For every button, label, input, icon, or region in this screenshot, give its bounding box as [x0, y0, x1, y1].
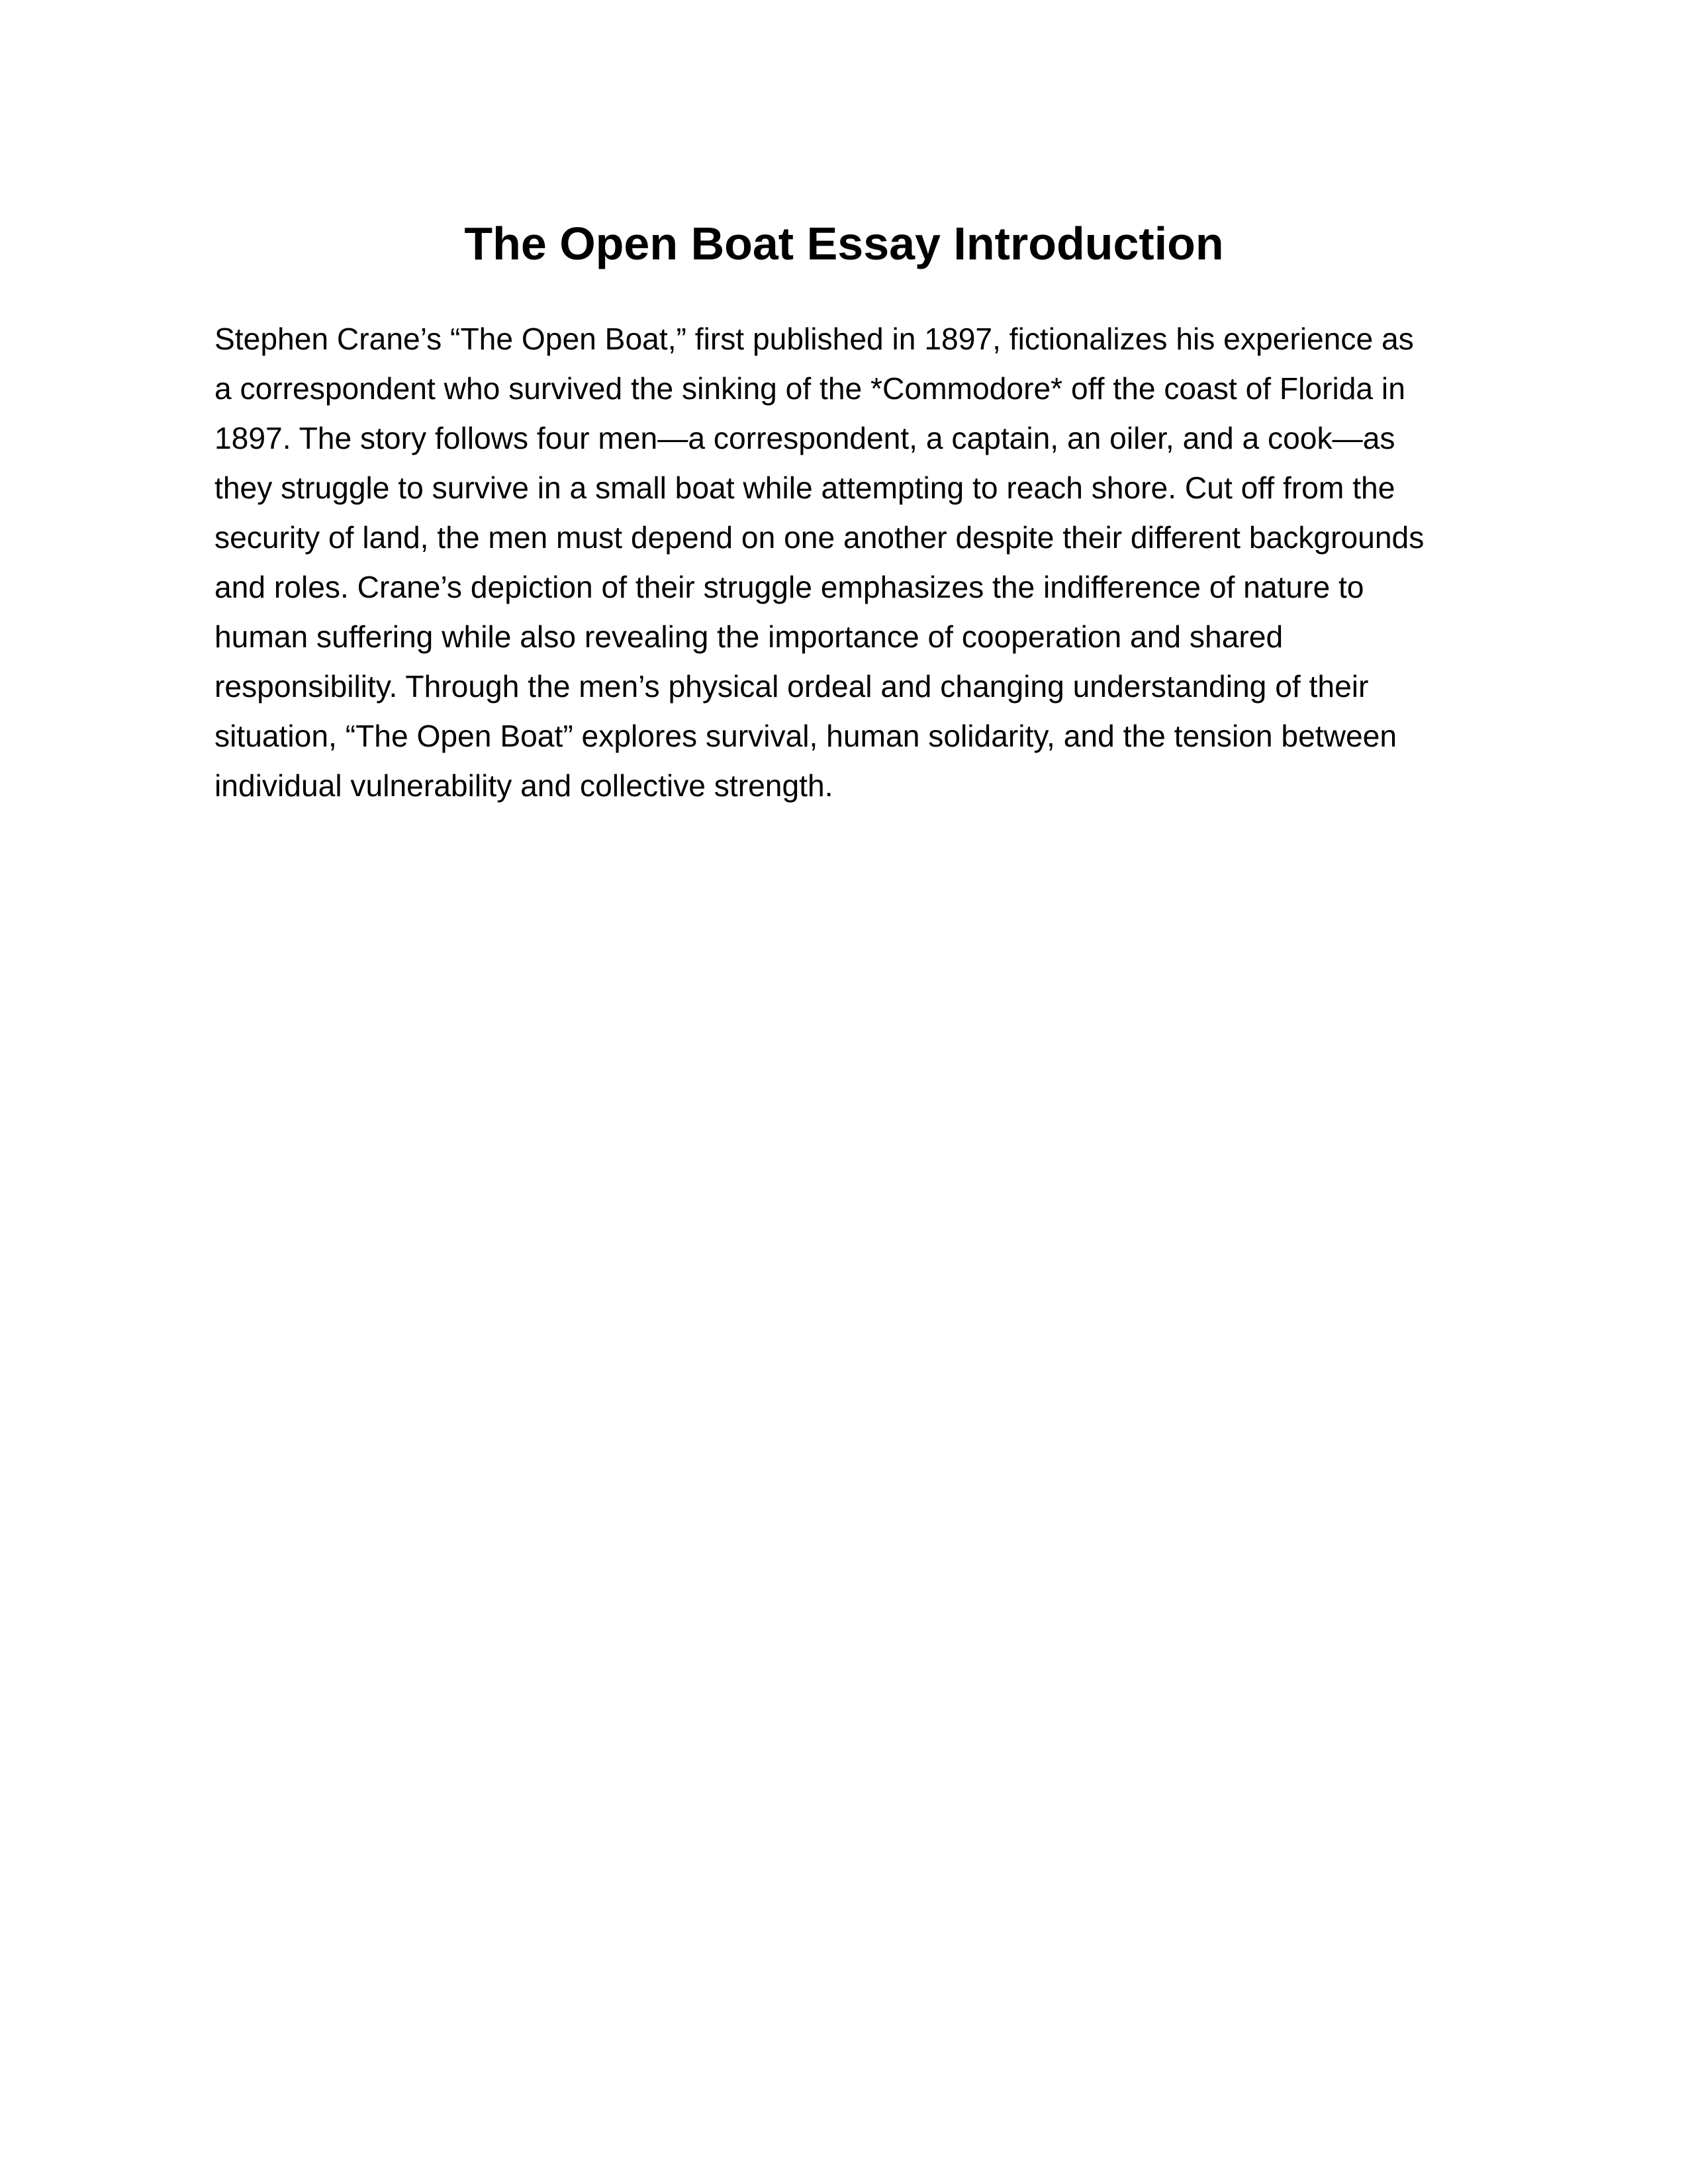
- paragraph-line: human suffering while also revealing the importance of cooperation and shared: [214, 619, 1284, 654]
- paragraph-line: responsibility. Through the men’s physical ordeal and changing understanding of their: [214, 669, 1369, 704]
- paragraph-line: they struggle to survive in a small boat while attempting to reach shore. Cut off from the: [214, 471, 1395, 505]
- paragraph-line: 1897. The story follows four men—a correspondent, a captain, an oiler, and a cook—as: [214, 421, 1395, 455]
- page-title: The Open Boat Essay Introduction: [464, 218, 1224, 269]
- paragraph-line: situation, “The Open Boat” explores survival, human solidarity, and the tension between: [214, 719, 1397, 753]
- paragraph-line: Stephen Crane’s “The Open Boat,” first published in 1897, fictionalizes his experience as: [214, 322, 1414, 356]
- paragraph-line: and roles. Crane’s depiction of their struggle emphasizes the indifference of nature to: [214, 570, 1364, 604]
- paragraph-line: a correspondent who survived the sinking of the *Commodore* off the coast of Florida in: [214, 371, 1405, 406]
- paragraph-line: individual vulnerability and collective strength.: [214, 768, 833, 803]
- introduction-paragraph: [214, 314, 1472, 811]
- paragraph-line: security of land, the men must depend on one another despite their different backgrounds: [214, 520, 1425, 555]
